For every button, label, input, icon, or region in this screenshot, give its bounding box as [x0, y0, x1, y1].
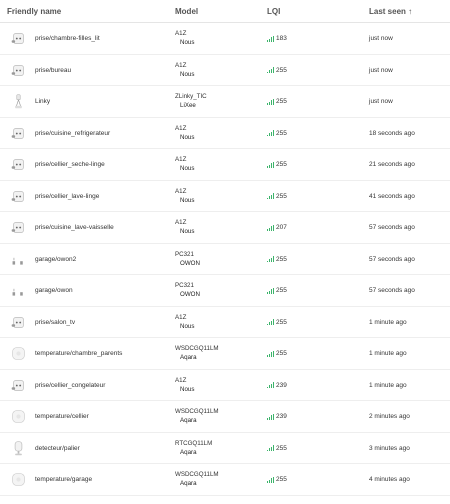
smart-plug-icon — [10, 62, 27, 79]
device-friendly-name[interactable]: prise/cuisine_refrigerateur — [35, 129, 111, 137]
device-vendor: Nous — [180, 133, 195, 141]
lqi-cell — [267, 476, 287, 483]
signal-strength-icon — [267, 319, 274, 325]
device-vendor: Nous — [180, 228, 195, 235]
last-seen-value: 57 seconds ago — [369, 255, 415, 263]
device-vendor: LiXee — [180, 102, 196, 109]
smart-plug-icon — [10, 156, 27, 173]
lqi-value: 255 — [276, 287, 287, 294]
lqi-cell — [267, 130, 287, 137]
signal-strength-icon — [267, 414, 274, 420]
last-seen-value: 18 seconds ago — [369, 129, 415, 137]
smart-plug-icon — [10, 30, 27, 47]
device-vendor: Aqara — [180, 448, 197, 456]
device-friendly-name[interactable]: prise/cellier_lave-linge — [35, 192, 100, 200]
device-vendor: Nous — [180, 322, 195, 330]
device-friendly-name[interactable]: prise/chambre-filles_lit — [35, 35, 100, 42]
column-header-friendly-name[interactable]: Friendly name — [7, 7, 62, 16]
smart-plug-icon — [10, 314, 27, 331]
signal-strength-icon — [267, 477, 274, 483]
last-seen-value: 3 minutes ago — [369, 444, 410, 452]
table-row[interactable] — [0, 55, 450, 87]
lqi-value: 239 — [276, 413, 287, 420]
signal-strength-icon — [267, 445, 274, 451]
lqi-value: 255 — [276, 318, 287, 326]
table-row[interactable] — [0, 86, 450, 118]
device-friendly-name[interactable]: temperature/chambre_parents — [35, 350, 123, 357]
last-seen-value: 1 minute ago — [369, 318, 407, 326]
lqi-value: 255 — [276, 350, 287, 357]
motion-detector-icon — [10, 440, 27, 457]
lqi-cell — [267, 161, 287, 168]
table-header — [0, 0, 450, 23]
device-vendor: Nous — [180, 385, 195, 393]
column-header-model[interactable]: Model — [175, 7, 199, 16]
device-vendor: Nous — [180, 196, 195, 204]
device-model[interactable]: A1Z — [175, 156, 187, 163]
device-friendly-name[interactable]: prise/cellier_seche-linge — [35, 161, 105, 168]
signal-strength-icon — [267, 382, 274, 388]
lqi-cell — [267, 287, 287, 294]
table-row[interactable] — [0, 244, 450, 276]
device-friendly-name[interactable]: prise/cuisine_lave-vaisselle — [35, 224, 114, 231]
smart-plug-icon — [10, 188, 27, 205]
lqi-value: 239 — [276, 381, 287, 389]
device-vendor: Aqara — [180, 480, 197, 487]
signal-strength-icon — [267, 130, 274, 136]
last-seen-value: 57 seconds ago — [369, 287, 415, 294]
device-model[interactable]: WSDCGQ11LM — [175, 408, 219, 415]
lqi-value: 255 — [276, 444, 287, 452]
table-row[interactable] — [0, 118, 450, 150]
device-model[interactable]: A1Z — [175, 124, 187, 132]
lqi-value: 255 — [276, 192, 287, 200]
device-model[interactable]: A1Z — [175, 219, 187, 226]
device-vendor: OWON — [180, 291, 200, 298]
last-seen-value: just now — [369, 35, 393, 42]
device-model[interactable]: A1Z — [175, 30, 187, 37]
table-row[interactable] — [0, 23, 450, 55]
lqi-cell — [267, 67, 287, 74]
signal-strength-icon — [267, 36, 274, 42]
device-model[interactable]: WSDCGQ11LM — [175, 471, 219, 478]
device-model[interactable]: A1Z — [175, 313, 187, 321]
temperature-sensor-icon — [10, 345, 27, 362]
device-friendly-name[interactable]: prise/salon_tv — [35, 318, 76, 326]
signal-strength-icon — [267, 225, 274, 231]
device-model[interactable]: WSDCGQ11LM — [175, 345, 219, 352]
owon-clamp-icon — [10, 251, 27, 268]
lqi-cell — [267, 224, 287, 231]
device-friendly-name[interactable]: garage/owon2 — [35, 255, 77, 263]
signal-strength-icon — [267, 256, 274, 262]
table-row[interactable] — [0, 275, 450, 307]
table-row[interactable] — [0, 181, 450, 213]
device-vendor: Nous — [180, 70, 195, 78]
last-seen-value: 1 minute ago — [369, 381, 407, 389]
device-friendly-name[interactable]: Linky — [35, 98, 51, 105]
signal-strength-icon — [267, 67, 274, 73]
device-friendly-name[interactable]: temperature/garage — [35, 476, 93, 483]
lqi-value: 183 — [276, 35, 287, 42]
last-seen-value: 2 minutes ago — [369, 413, 410, 420]
signal-strength-icon — [267, 351, 274, 357]
lqi-cell — [267, 413, 287, 420]
table-row[interactable] — [0, 370, 450, 402]
table-row[interactable] — [0, 307, 450, 339]
device-vendor: Nous — [180, 165, 195, 172]
table-row[interactable] — [0, 212, 450, 244]
column-header-last-seen[interactable]: Last seen ↑ — [369, 7, 413, 16]
smart-plug-icon — [10, 125, 27, 142]
device-friendly-name[interactable]: temperature/cellier — [35, 413, 89, 420]
last-seen-value: 57 seconds ago — [369, 224, 415, 231]
owon-clamp-icon — [10, 282, 27, 299]
last-seen-value: just now — [369, 66, 393, 74]
signal-strength-icon — [267, 162, 274, 168]
temperature-sensor-icon — [10, 471, 27, 488]
table-row[interactable] — [0, 464, 450, 496]
table-row[interactable] — [0, 433, 450, 465]
device-friendly-name[interactable]: garage/owon — [35, 287, 73, 294]
device-model[interactable]: PC321 — [175, 250, 194, 258]
last-seen-value: 21 seconds ago — [369, 161, 415, 168]
lqi-cell — [267, 445, 287, 452]
lqi-cell — [267, 382, 287, 389]
table-row[interactable] — [0, 149, 450, 181]
device-model[interactable]: ZLinky_TIC — [175, 93, 207, 100]
device-friendly-name[interactable]: detecteur/palier — [35, 444, 80, 452]
lqi-cell — [267, 193, 287, 200]
last-seen-value: 41 seconds ago — [369, 192, 415, 200]
lqi-value: 255 — [276, 98, 287, 105]
device-friendly-name[interactable]: prise/bureau — [35, 66, 72, 74]
smart-plug-icon — [10, 377, 27, 394]
table-row[interactable] — [0, 338, 450, 370]
lqi-cell — [267, 350, 287, 357]
lqi-value: 255 — [276, 129, 287, 137]
device-friendly-name[interactable]: prise/cellier_congelateur — [35, 381, 106, 389]
lqi-value: 255 — [276, 66, 287, 74]
signal-strength-icon — [267, 99, 274, 105]
lqi-cell — [267, 319, 287, 326]
column-header-lqi[interactable]: LQI — [267, 7, 281, 16]
signal-strength-icon — [267, 193, 274, 199]
table-row[interactable] — [0, 401, 450, 433]
last-seen-value: 1 minute ago — [369, 350, 407, 357]
device-vendor: Aqara — [180, 354, 197, 361]
table-body — [0, 23, 450, 496]
lqi-cell — [267, 256, 287, 263]
device-vendor: Nous — [180, 39, 195, 46]
device-vendor: OWON — [180, 259, 200, 267]
lqi-value: 255 — [276, 476, 287, 483]
lqi-cell — [267, 98, 287, 105]
device-model[interactable]: RTCGQ11LM — [175, 439, 213, 447]
temperature-sensor-icon — [10, 408, 27, 425]
device-vendor: Aqara — [180, 417, 197, 424]
device-model[interactable]: PC321 — [175, 282, 194, 289]
device-model[interactable]: A1Z — [175, 187, 187, 195]
lqi-cell — [267, 35, 287, 42]
last-seen-value: 4 minutes ago — [369, 476, 410, 483]
last-seen-value: just now — [369, 98, 393, 105]
signal-strength-icon — [267, 288, 274, 294]
smart-plug-icon — [10, 219, 27, 236]
device-model[interactable]: A1Z — [175, 61, 187, 69]
linky-meter-icon — [10, 93, 27, 110]
lqi-value: 255 — [276, 255, 287, 263]
lqi-value: 255 — [276, 161, 287, 168]
device-model[interactable]: A1Z — [175, 376, 187, 384]
lqi-value: 207 — [276, 224, 287, 231]
